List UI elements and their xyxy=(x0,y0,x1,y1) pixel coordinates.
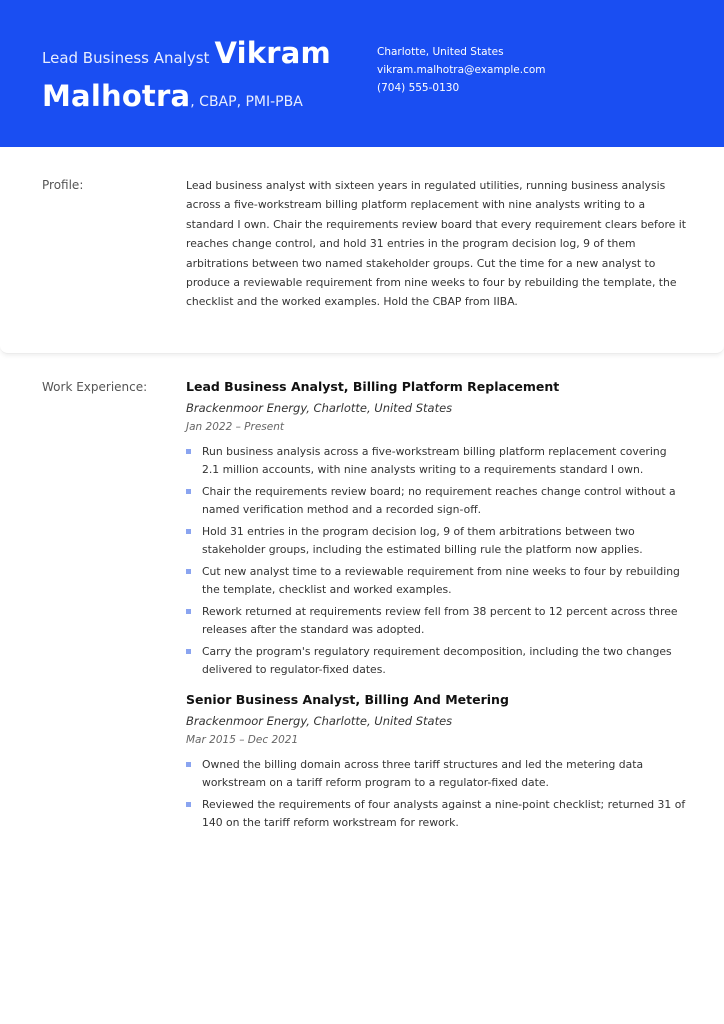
bullet-item xyxy=(186,796,686,832)
job-company: Brackenmoor Energy, Charlotte, United States xyxy=(186,714,453,728)
bullet-square-icon xyxy=(186,449,191,454)
job-entry xyxy=(186,378,686,679)
bullet-text: Reviewed the requirements of four analysts against a nine-point checklist; returned 31 of 140 on the tariff reform workstream for rework. xyxy=(202,798,686,829)
bullet-text: Run business analysis across a five-workstream billing platform replacement covering 2.1 million accounts, with nine analysts writing to a requirements standard I own. xyxy=(202,445,667,476)
profile-section xyxy=(0,147,724,354)
credentials: , CBAP, PMI-PBA xyxy=(190,94,303,110)
contact-info xyxy=(377,43,546,97)
email[interactable]: vikram.malhotra@example.com xyxy=(377,64,546,76)
bullet-item xyxy=(186,603,686,639)
first-name: Vikram xyxy=(214,36,331,70)
bullet-square-icon xyxy=(186,569,191,574)
bullet-item xyxy=(186,756,686,792)
bullet-text: Carry the program's regulatory requirement decomposition, including the two changes delivered to regulator-fixed dates. xyxy=(202,645,672,676)
job-bullets xyxy=(186,756,686,832)
bullet-text: Rework returned at requirements review fell from 38 percent to 12 percent across three releases after the standard was adopted. xyxy=(202,605,678,636)
bullet-text: Chair the requirements review board; no requirement reaches change control without a named verification method and a recorded sign-off. xyxy=(202,485,676,516)
job-title: Lead Business Analyst xyxy=(42,49,210,67)
work-experience-label: Work Experience: xyxy=(42,380,148,394)
work-experience-section xyxy=(186,378,686,844)
job-company: Brackenmoor Energy, Charlotte, United States xyxy=(186,401,453,415)
bullet-item xyxy=(186,483,686,519)
bullet-square-icon xyxy=(186,762,191,767)
bullet-text: Hold 31 entries in the program decision log, 9 of them arbitrations between two stakeholder groups, including the estimated billing rule the platform now applies. xyxy=(202,525,643,556)
bullet-item xyxy=(186,643,686,679)
bullet-item xyxy=(186,563,686,599)
profile-text: Lead business analyst with sixteen years in regulated utilities, running business analysis across a five-workstream billing platform replacement with nine analysts writing to a standard I own. Chair the requirements review board that every requirement clears before it reaches change control, and hold 31 entries in the program decision log, 9 of them arbitrations between two named stakeholder groups. Cut the time for a new analyst to produce a reviewable requirement from nine weeks to four by rebuilding the template, the checklist and the worked examples. Hold the CBAP from IIBA. xyxy=(186,179,686,309)
name-block xyxy=(42,34,362,121)
bullet-text: Owned the billing domain across three tariff structures and led the metering data workstream on a tariff reform program to a regulator-fixed date. xyxy=(202,758,644,789)
bullet-square-icon xyxy=(186,802,191,807)
job-bullets xyxy=(186,443,686,679)
job-entry xyxy=(186,691,686,832)
bullet-text: Cut new analyst time to a reviewable requirement from nine weeks to four by rebuilding the template, checklist and worked examples. xyxy=(202,565,680,596)
job-dates: Jan 2022 – Present xyxy=(186,421,284,433)
bullet-square-icon xyxy=(186,529,191,534)
bullet-square-icon xyxy=(186,609,191,614)
job-position-title: Lead Business Analyst, Billing Platform Replacement xyxy=(186,379,560,394)
bullet-item xyxy=(186,443,686,479)
bullet-item xyxy=(186,523,686,559)
phone[interactable]: (704) 555-0130 xyxy=(377,82,460,94)
location: Charlotte, United States xyxy=(377,46,504,58)
bullet-square-icon xyxy=(186,649,191,654)
job-dates: Mar 2015 – Dec 2021 xyxy=(186,734,299,746)
profile-label: Profile: xyxy=(42,178,84,192)
bullet-square-icon xyxy=(186,489,191,494)
job-position-title: Senior Business Analyst, Billing And Metering xyxy=(186,692,509,707)
resume-header xyxy=(0,0,724,147)
last-name: Malhotra xyxy=(42,79,191,113)
